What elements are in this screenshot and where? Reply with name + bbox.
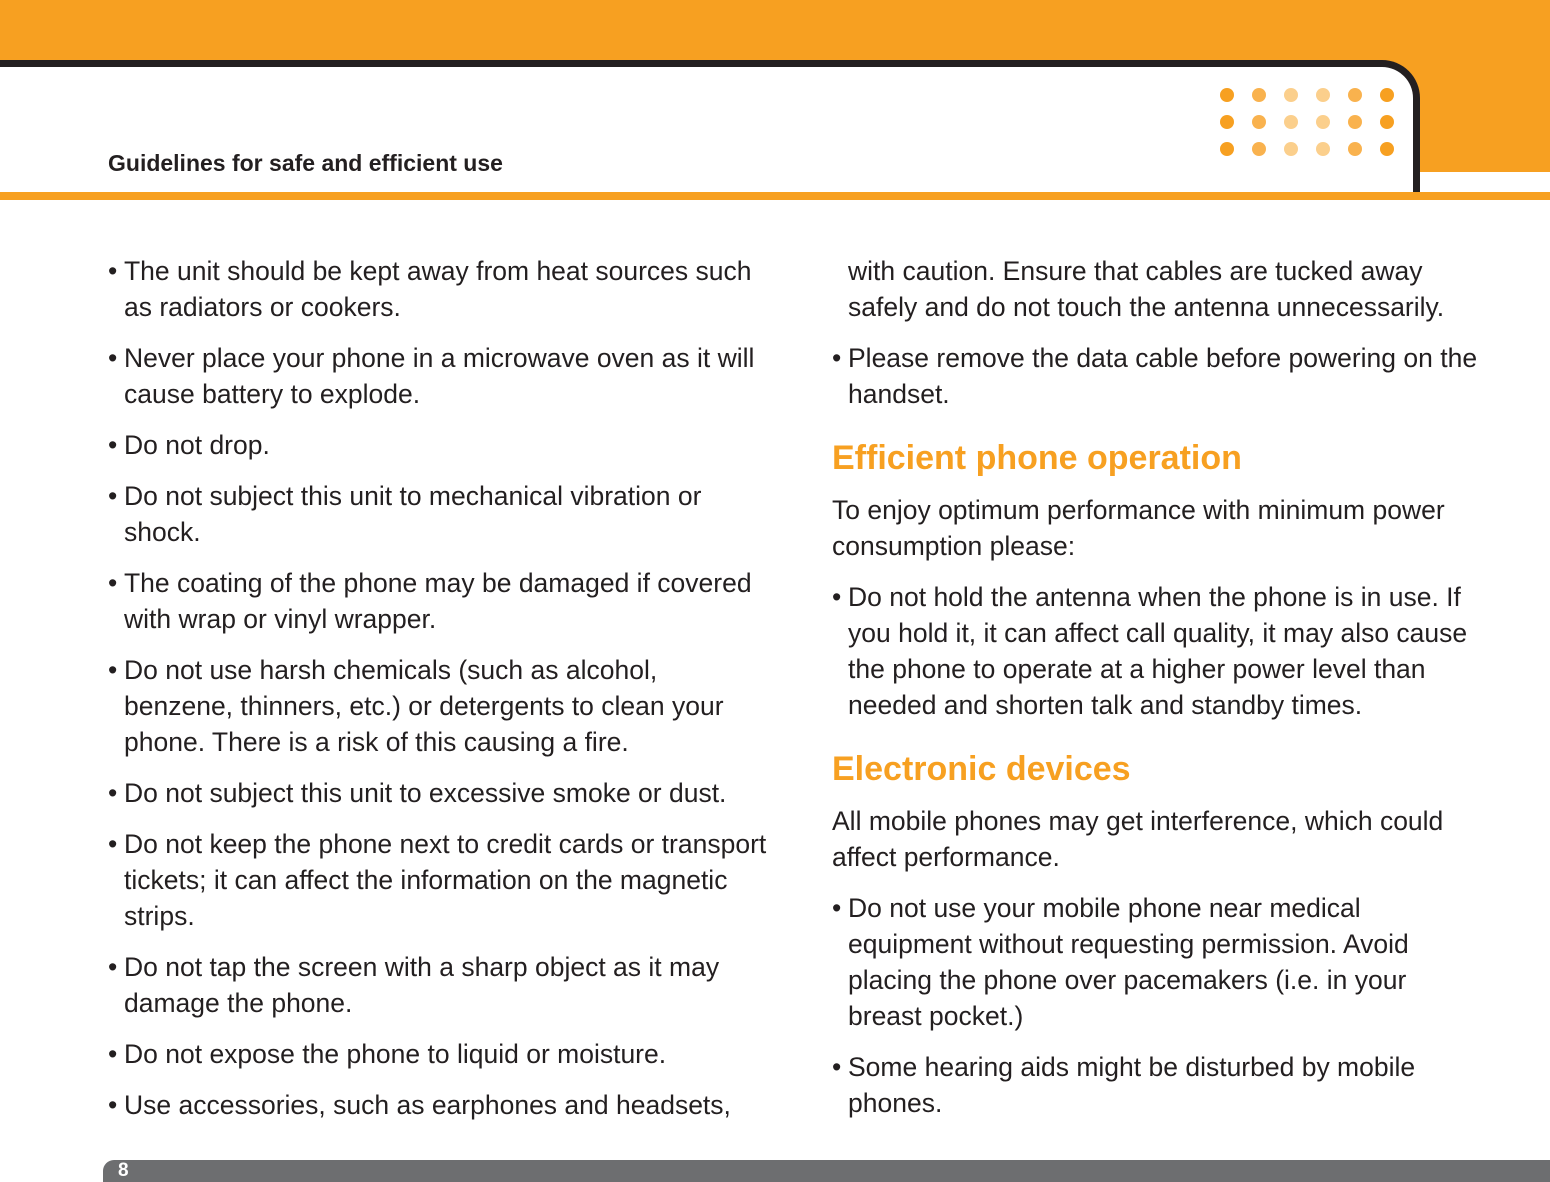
dot	[1380, 88, 1394, 102]
list-item: • The unit should be kept away from heat sources such as radiators or cookers.	[108, 253, 768, 325]
dot	[1220, 115, 1234, 129]
dot	[1380, 142, 1394, 156]
list-item: • Do not keep the phone next to credit cards or transport tickets; it can affect the information on the magnetic strips.	[108, 826, 768, 934]
section-heading-efficient-operation: Efficient phone operation	[832, 439, 1242, 477]
left-column	[108, 253, 768, 1138]
page-number: 8	[118, 1160, 129, 1181]
list-item: • Do not drop.	[108, 427, 768, 463]
right-column	[832, 253, 1482, 1136]
dot	[1380, 115, 1394, 129]
dot	[1220, 88, 1234, 102]
section-intro: All mobile phones may get interference, which could affect performance.	[832, 806, 1444, 872]
dot	[1316, 142, 1330, 156]
section-intro: To enjoy optimum performance with minimum power consumption please:	[832, 495, 1445, 561]
dot	[1348, 115, 1362, 129]
list-item: • Do not subject this unit to excessive smoke or dust.	[108, 775, 768, 811]
list-item: • Please remove the data cable before powering on the handset.	[832, 340, 1482, 412]
list-item-continuation: with caution. Ensure that cables are tucked away safely and do not touch the antenna unnecessarily.	[848, 256, 1445, 322]
header-divider	[1420, 172, 1550, 192]
dot	[1252, 88, 1266, 102]
list-item: • Do not use your mobile phone near medical equipment without requesting permission. Avoid placing the phone over pacemakers (i.e. in your breast pocket.)	[832, 890, 1482, 1034]
list-item: • Do not use harsh chemicals (such as alcohol, benzene, thinners, etc.) or detergents to clean your phone. There is a risk of this causing a fire.	[108, 652, 768, 760]
list-item: • Do not tap the screen with a sharp object as it may damage the phone.	[108, 949, 768, 1021]
list-item: • Do not subject this unit to mechanical vibration or shock.	[108, 478, 768, 550]
dot	[1348, 142, 1362, 156]
dot	[1252, 115, 1266, 129]
dot	[1316, 88, 1330, 102]
dot	[1284, 142, 1298, 156]
page-title: Guidelines for safe and efficient use	[108, 150, 503, 176]
dot	[1252, 142, 1266, 156]
decorative-dots-icon	[1220, 88, 1396, 160]
section-heading-electronic-devices: Electronic devices	[832, 750, 1131, 788]
dot	[1348, 88, 1362, 102]
list-item: • Use accessories, such as earphones and headsets,	[108, 1087, 768, 1123]
list-item: • Do not expose the phone to liquid or moisture.	[108, 1036, 768, 1072]
list-item: • Do not hold the antenna when the phone is in use. If you hold it, it can affect call quality, it may also cause the phone to operate at a higher power level than needed and shorten talk and standby times.	[832, 579, 1482, 723]
footer-bar	[103, 1160, 1550, 1182]
list-item: • Never place your phone in a microwave oven as it will cause battery to explode.	[108, 340, 768, 412]
list-item: • Some hearing aids might be disturbed by mobile phones.	[832, 1049, 1482, 1121]
dot	[1316, 115, 1330, 129]
dot	[1220, 142, 1234, 156]
dot	[1284, 88, 1298, 102]
dot	[1284, 115, 1298, 129]
list-item: • The coating of the phone may be damaged if covered with wrap or vinyl wrapper.	[108, 565, 768, 637]
